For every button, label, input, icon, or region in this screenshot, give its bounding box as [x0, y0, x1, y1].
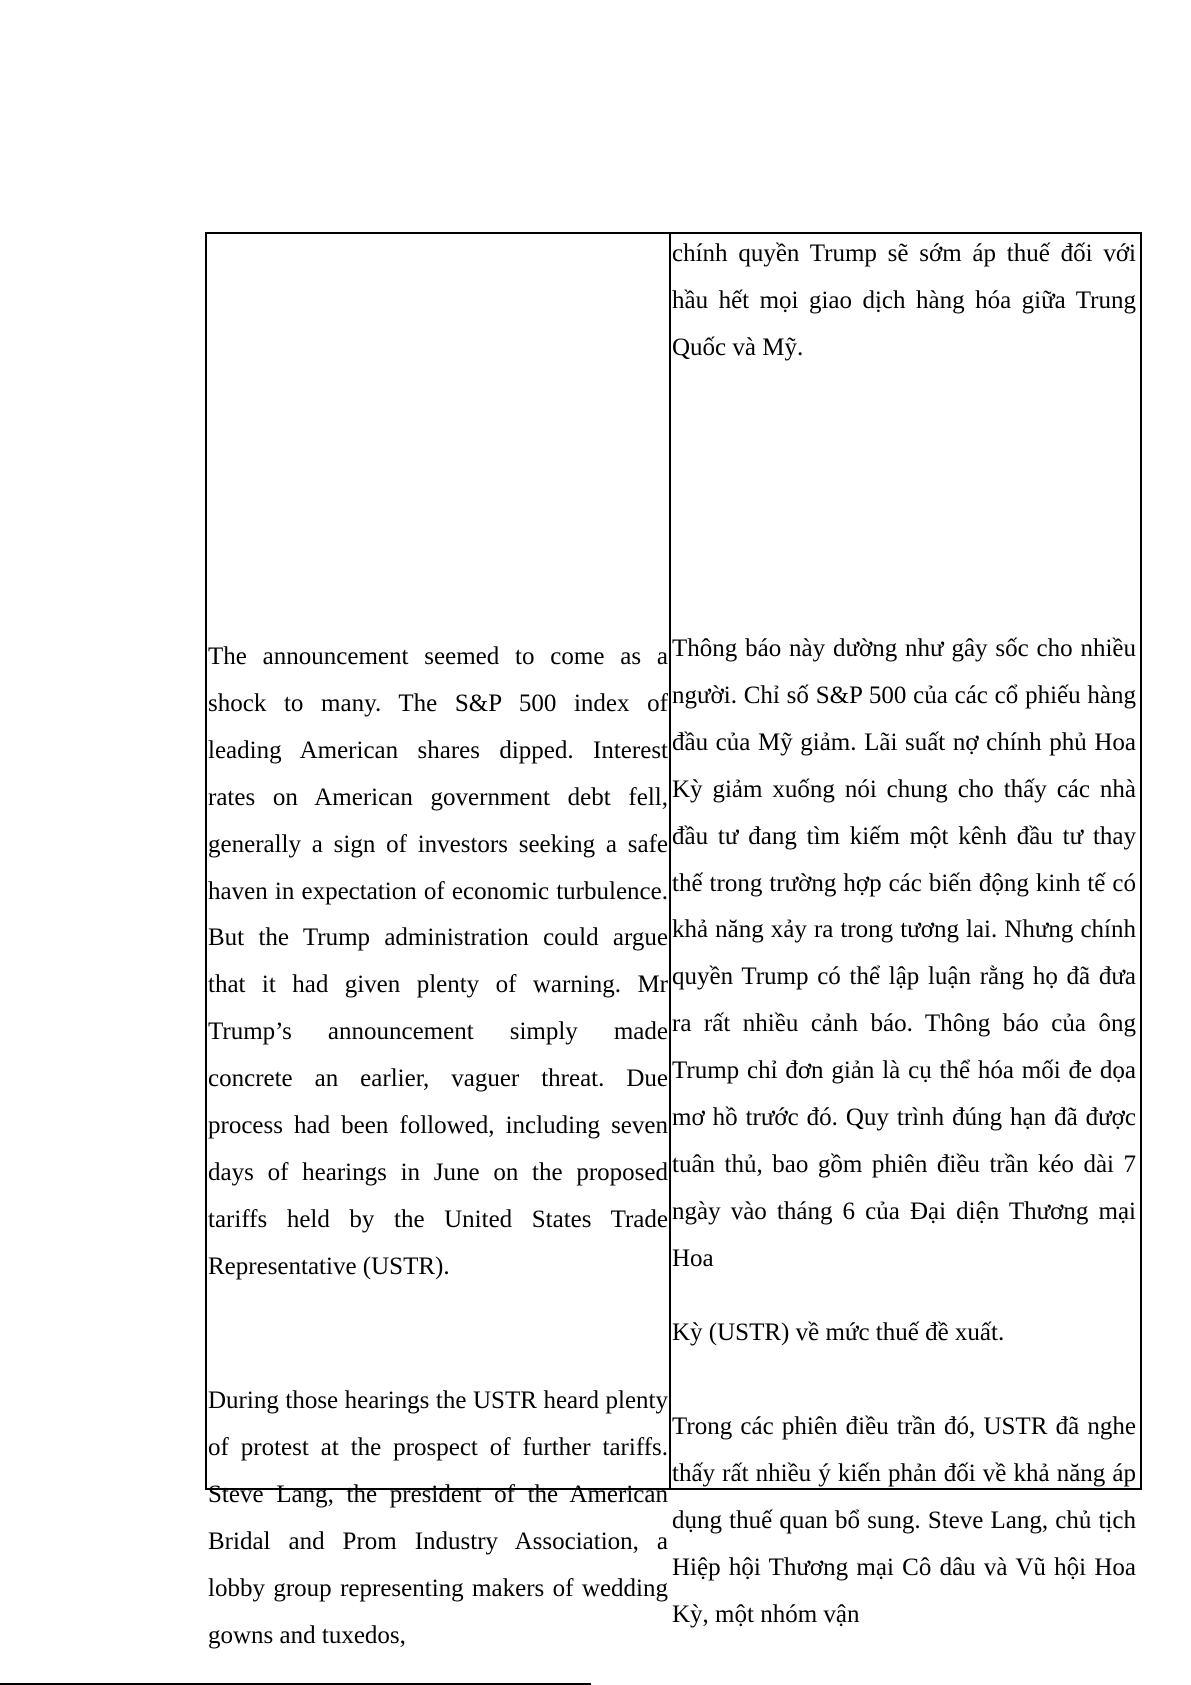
vietnamese-paragraph-1: Thông báo này dường như gây sốc cho nhiều người. Chỉ số S&P 500 của các cổ phiếu hàng đầu của Mỹ giảm. Lãi suất nợ chính phủ Hoa Kỳ giảm xuống nói chung cho thấy các nhà đầu tư đang tìm kiếm một kênh đầu tư thay thế trong trường hợp các biến động kinh tế có khả năng xảy ra trong tương lai. Nhưng chính quyền Trump có thể lập luận rằng họ đã đưa ra rất nhiều cảnh báo. Thông báo của ông Trump chỉ đơn giản là cụ thể hóa mối đe dọa mơ hồ trước đó. Quy trình đúng hạn đã được tuân thủ, bao gồm phiên điều trần kéo dài 7 ngày vào tháng 6 của Đại diện Thương mại Hoa	[672, 635, 1136, 1272]
vietnamese-paragraph-0: chính quyền Trump sẽ sớm áp thuế đối với hầu hết mọi giao dịch hàng hóa giữa Trung Quốc và Mỹ.	[672, 240, 1136, 361]
english-paragraph-2: During those hearings the USTR heard plenty of protest at the prospect of further tariffs. Steve Lang, the president of the American Bridal and Prom Industry Association, a lobby group representing makers of wedding gowns and tuxedos,	[208, 1387, 668, 1649]
vietnamese-column	[671, 234, 1140, 1628]
english-column	[207, 234, 671, 1649]
english-paragraph-1: The announcement seemed to come as a shock to many. The S&P 500 index of leading American shares dipped. Interest rates on American government debt fell, generally a sign of investors seeking a safe haven in expectation of economic turbulence. But the Trump administration could argue that it had given plenty of warning. Mr Trump’s announcement simply made concrete an earlier, vaguer threat. Due process had been followed, including seven days of hearings in June on the proposed tariffs held by the United States Trade Representative (USTR).	[208, 643, 668, 1280]
bilingual-table	[205, 232, 1142, 1649]
vietnamese-paragraph-1-continued: Kỳ (USTR) về mức thuế đề xuất.	[672, 1319, 1005, 1346]
vietnamese-paragraph-2: Trong các phiên điều trần đó, USTR đã nghe thấy rất nhiều ý kiến phản đối về khả năng áp dụng thuế quan bổ sung. Steve Lang, chủ tịch Hiệp hội Thương mại Cô dâu và Vũ hội Hoa Kỳ, một nhóm vận	[672, 1413, 1136, 1628]
